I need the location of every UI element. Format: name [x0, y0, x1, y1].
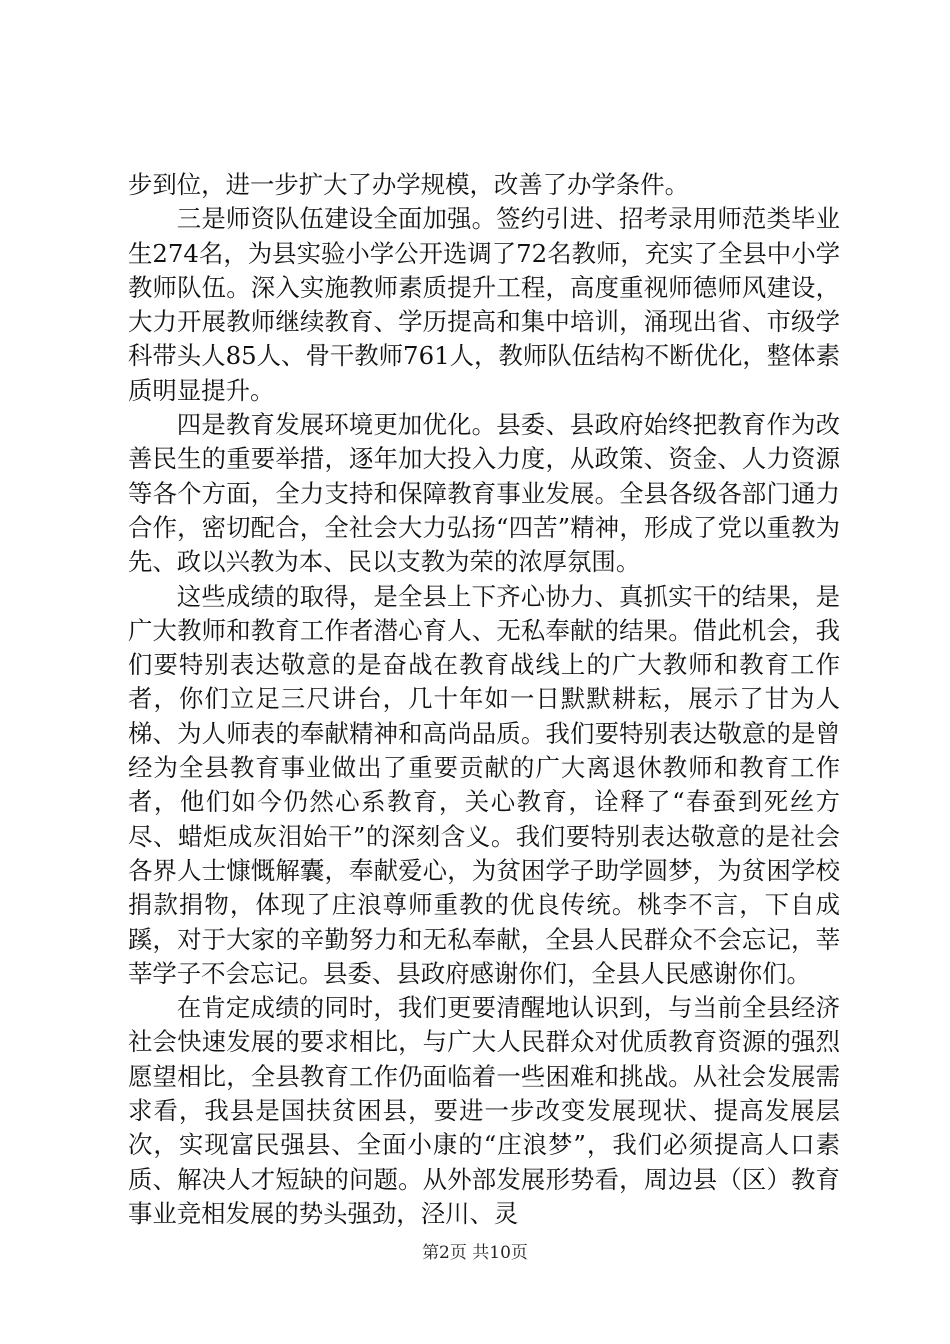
- paragraph-4: 这些成绩的取得，是全县上下齐心协力、真抓实干的结果，是广大教师和教育工作者潜心育人、无私奉献的结果。借此机会，我们要特别表达敬意的是奋战在教育战线上的广大教师和教育工作者，你们立足三尺讲台，几十年如一日默默耕耘，展示了甘为人梯、为人师表的奉献精神和高尚品质。我们要特别表达敬意的是曾经为全县教育事业做出了重要贡献的广大离退休教师和教育工作者，他们如今仍然心系教育，关心教育，诠释了“春蚕到死丝方尽、蜡炬成灰泪始干”的深刻含义。我们要特别表达敬意的是社会各界人士慷慨解囊，奉献爱心，为贫困学子助学圆梦，为贫困学校捐款捐物，体现了庄浪尊师重教的优良传统。桃李不言，下自成蹊，对于大家的辛勤努力和无私奉献，全县人民群众不会忘记，莘莘学子不会忘记。县委、县政府感谢你们，全县人民感谢你们。: [128, 581, 840, 988]
- page-footer: [0, 1242, 950, 1264]
- document-body: [128, 168, 840, 1231]
- paragraph-3: 四是教育发展环境更加优化。县委、县政府始终把教育作为改善民生的重要举措，逐年加大投入力度，从政策、资金、人力资源等各个方面，全力支持和保障教育事业发展。全县各级各部门通力合作，密切配合，全社会大力弘扬“四苦”精神，形成了党以重教为先、政以兴教为本、民以支教为荣的浓厚氛围。: [128, 410, 840, 577]
- paragraph-1: 步到位，进一步扩大了办学规模，改善了办学条件。: [128, 170, 689, 199]
- paragraph-2: 三是师资队伍建设全面加强。签约引进、招考录用师范类毕业生274名，为县实验小学公开选调了72名教师，充实了全县中小学教师队伍。深入实施教师素质提升工程，高度重视师德师风建设，大力开展教师继续教育、学历提高和集中培训，涌现出省、市级学科带头人85人、骨干教师761人，教师队伍结构不断优化，整体素质明显提升。: [128, 204, 840, 405]
- paragraph-5: 在肯定成绩的同时，我们更要清醒地认识到，与当前全县经济社会快速发展的要求相比，与广大人民群众对优质教育资源的强烈愿望相比，全县教育工作仍面临着一些困难和挑战。从社会发展需求看，我县是国扶贫困县，要进一步改变发展现状、提高发展层次，实现富民强县、全面小康的“庄浪梦”，我们必须提高人口素质、解决人才短缺的问题。从外部发展形势看，周边县（区）教育事业竞相发展的势头强劲，泾川、灵: [128, 993, 840, 1228]
- page-number-label: 第2页 共10页: [422, 1243, 528, 1263]
